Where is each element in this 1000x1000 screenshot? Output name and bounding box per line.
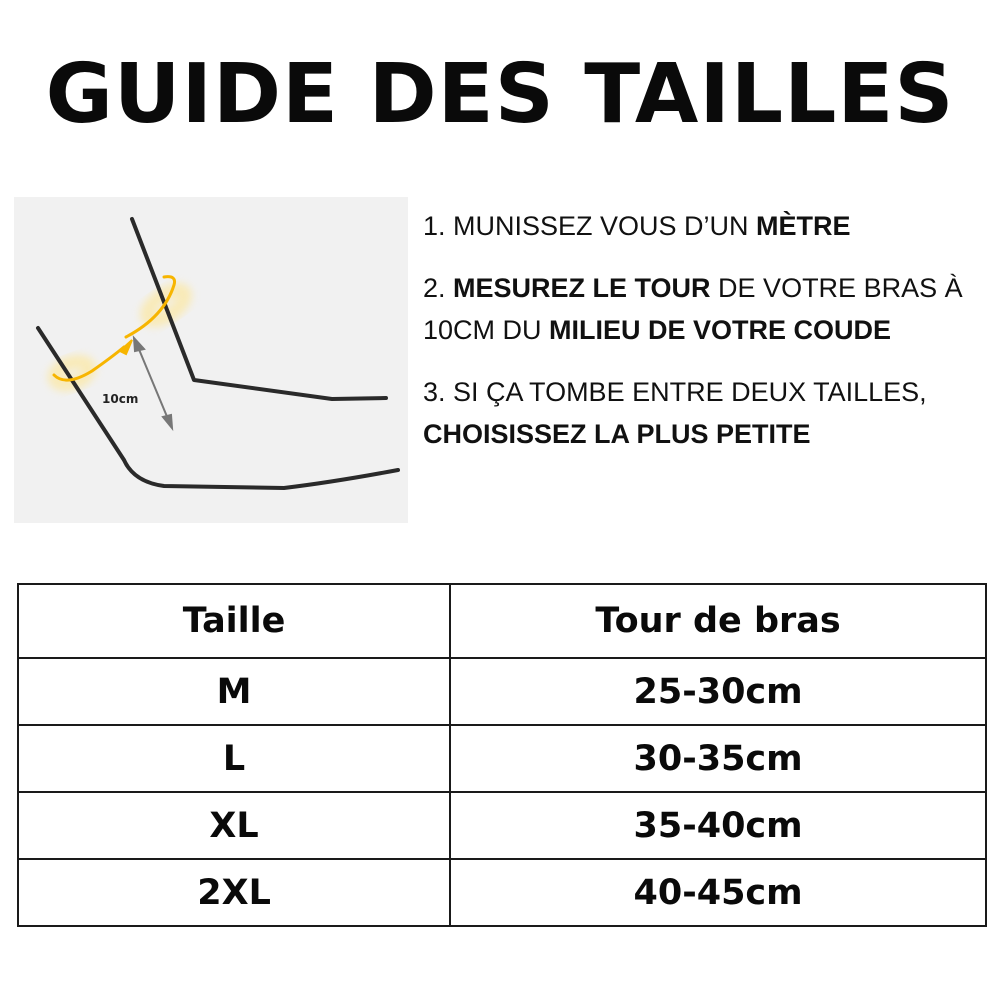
measure-label: 10cm: [102, 392, 139, 406]
step-2: 2. MESUREZ LE TOUR DE VOTRE BRAS À 10CM DU MILIEU DE VOTRE COUDE: [423, 273, 963, 345]
size-cell: M: [18, 658, 450, 725]
distance-arrow: [134, 338, 172, 428]
page-title: GUIDE DES TAILLES: [45, 47, 955, 142]
range-cell: 25-30cm: [450, 658, 986, 725]
range-cell: 40-45cm: [450, 859, 986, 926]
table-row: [18, 725, 986, 792]
column-header-arm-circumference: Tour de bras: [450, 584, 986, 658]
range-cell: 30-35cm: [450, 725, 986, 792]
column-header-size: Taille: [18, 584, 450, 658]
arm-outline: [38, 219, 398, 488]
table-row: [18, 658, 986, 725]
range-cell: 35-40cm: [450, 792, 986, 859]
size-cell: XL: [18, 792, 450, 859]
table-row: [18, 859, 986, 926]
elbow-measurement-illustration: [14, 197, 408, 523]
size-cell: 2XL: [18, 859, 450, 926]
step-1: 1. MUNISSEZ VOUS D’UN MÈTRE: [423, 211, 851, 241]
table-row: [18, 792, 986, 859]
table-header-row: [18, 584, 986, 658]
step-3: 3. SI ÇA TOMBE ENTRE DEUX TAILLES, CHOISISSEZ LA PLUS PETITE: [423, 377, 927, 449]
size-table: [17, 583, 987, 927]
size-cell: L: [18, 725, 450, 792]
arm-diagram-icon: [14, 197, 408, 523]
measurement-instructions: [423, 205, 998, 475]
